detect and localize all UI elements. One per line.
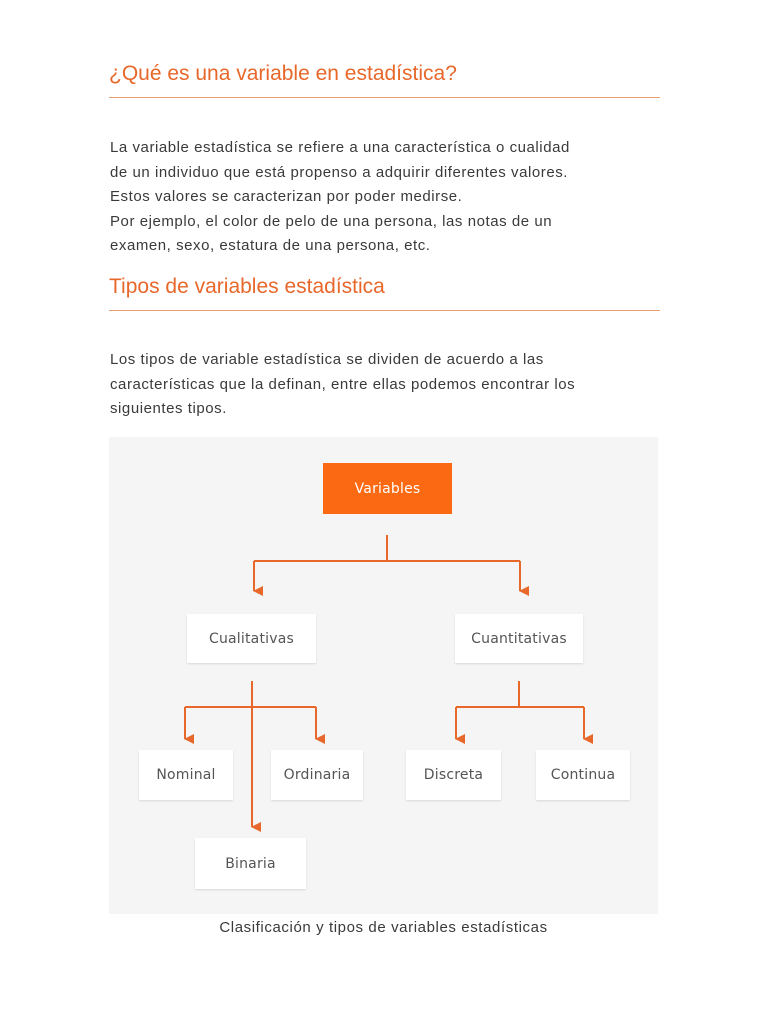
variable-types-diagram xyxy=(109,437,658,914)
node-nominal: Nominal xyxy=(139,750,233,800)
section-paragraph-definition xyxy=(110,136,670,259)
node-discreta: Discreta xyxy=(406,750,501,800)
section-title-what-is-variable: ¿Qué es una variable en estadística? xyxy=(109,62,660,98)
paragraph-line: examen, sexo, estatura de una persona, etc. xyxy=(110,237,431,255)
paragraph-line: La variable estadística se refiere a una característica o cualidad xyxy=(110,139,570,156)
node-cuantitativas: Cuantitativas xyxy=(455,614,583,663)
section-paragraph-types xyxy=(110,348,670,422)
node-continua: Continua xyxy=(536,750,630,800)
paragraph-line: de un individuo que está propenso a adquirir diferentes valores. xyxy=(110,163,568,181)
paragraph-line: Estos valores se caracterizan por poder medirse. xyxy=(110,188,463,206)
node-ordinaria: Ordinaria xyxy=(271,750,363,800)
paragraph-line: Los tipos de variable estadística se dividen de acuerdo a las xyxy=(110,351,544,368)
paragraph-line: Por ejemplo, el color de pelo de una persona, las notas de un xyxy=(110,212,553,230)
node-cualitativas: Cualitativas xyxy=(187,614,316,663)
diagram-caption: Clasificación y tipos de variables estadísticas xyxy=(219,919,548,936)
section-title-variable-types: Tipos de variables estadística xyxy=(109,275,660,311)
paragraph-line: siguientes tipos. xyxy=(110,400,227,418)
paragraph-line: características que la definan, entre ellas podemos encontrar los xyxy=(110,375,576,393)
node-binaria: Binaria xyxy=(195,838,306,889)
node-variables: Variables xyxy=(323,463,452,514)
